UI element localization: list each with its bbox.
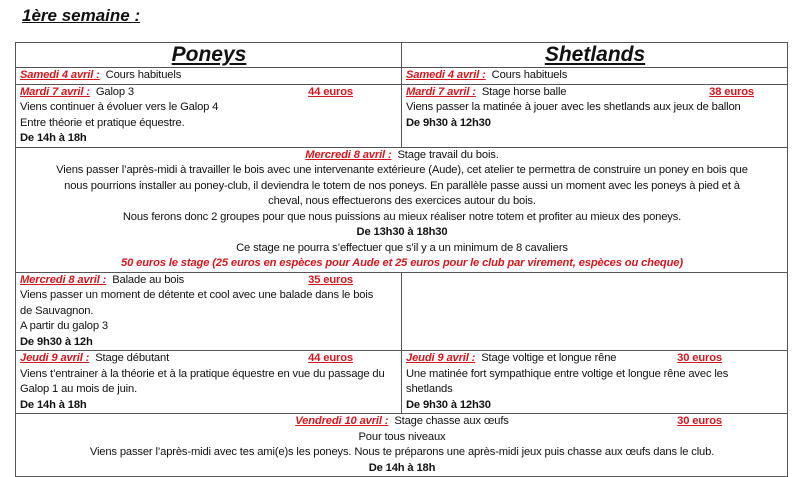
event-description: Une matinée fort sympathique entre voltige et longue rêne avec les shetlands xyxy=(406,367,729,395)
event-description: Viens continuer à évoluer vers le Galop 4 xyxy=(20,101,219,113)
event-level: Pour tous niveaux xyxy=(358,430,446,443)
table-row-vendredi-commun xyxy=(16,414,788,477)
event-description: Viens passer l’après-midi avec tes ami(e)s les poneys. Nous te préparons une après-midi jeux puis chasse aux œufs dans le club. xyxy=(89,446,715,458)
table-row-mercredi-commun xyxy=(16,147,788,272)
cell-samedi-shetlands xyxy=(402,68,788,85)
event-title: Cours habituels xyxy=(105,69,182,81)
cell-mercredi-shetlands-empty xyxy=(402,272,788,351)
event-price: 35 euros xyxy=(308,273,353,286)
event-date: Samedi 4 avril : xyxy=(406,69,486,81)
event-description: Entre théorie et pratique équestre. xyxy=(20,116,185,129)
column-header-poneys xyxy=(16,43,402,68)
cell-samedi-poneys xyxy=(16,68,402,85)
table-row-mardi xyxy=(16,84,788,147)
event-price-note: 50 euros le stage (25 euros en espèces pour Aude et 25 euros pour le club par virement, espèces ou cheque) xyxy=(121,257,683,269)
event-date: Mercredi 8 avril : xyxy=(20,273,107,286)
event-description: Viens passer l’après-midi à travailler le bois avec une intervenante extérieure (Aude), cet atelier te permettra de construire un poney en bois que nous pourrions installer au poney-club, il deviendra le totem de nos poneys. En parallèle passe aussi un moment avec les poneys à pied et à cheval, nous effectuerons des exercices autour du bois. xyxy=(56,164,748,207)
event-hours: De 9h30 à 12h30 xyxy=(406,116,491,129)
event-hours: De 13h30 à 18h30 xyxy=(356,226,448,238)
event-title: Stage voltige et longue rêne xyxy=(481,352,617,364)
event-date: Jeudi 9 avril : xyxy=(406,352,476,364)
cell-mardi-shetlands xyxy=(402,84,788,147)
event-price: 44 euros xyxy=(308,352,353,364)
event-date: Mercredi 8 avril : xyxy=(305,148,392,161)
cell-mercredi-poneys xyxy=(16,272,402,351)
cell-mercredi-commun xyxy=(16,147,788,272)
event-hours: De 14h à 18h xyxy=(20,398,87,411)
cell-mardi-poneys xyxy=(16,84,402,147)
event-condition: Ce stage ne pourra s’effectuer que s'il y a un minimum de 8 cavaliers xyxy=(236,241,568,254)
cell-jeudi-poneys xyxy=(16,351,402,414)
column-title-shetlands: Shetlands xyxy=(544,43,646,66)
cell-vendredi-commun xyxy=(16,414,788,477)
header-row xyxy=(16,43,788,68)
week-title: 1ère semaine : xyxy=(22,6,141,25)
event-title: Stage débutant xyxy=(95,352,170,364)
event-title: Stage chasse aux œufs xyxy=(394,415,509,427)
event-title: Cours habituels xyxy=(491,69,568,81)
event-description: Viens t’entrainer à la théorie et à la pratique équestre en vue du passage du Galop 1 au mois de juin. xyxy=(20,367,385,395)
event-hours: De 9h30 à 12h xyxy=(20,335,93,348)
event-date: Mardi 7 avril : xyxy=(406,85,476,98)
table-row-samedi xyxy=(16,68,788,85)
event-date: Samedi 4 avril : xyxy=(20,69,100,81)
schedule-table xyxy=(15,42,788,477)
event-title: Stage travail du bois. xyxy=(397,148,499,161)
event-description: Viens passer un moment de détente et cool avec une balade dans le bois de Sauvagnon. xyxy=(20,289,374,317)
event-hours: De 14h à 18h xyxy=(368,461,436,474)
cell-jeudi-shetlands xyxy=(402,351,788,414)
table-row-mercredi xyxy=(16,272,788,351)
event-description: Nous ferons donc 2 groupes pour que nous puissions au mieux réaliser notre totem et profiter au mieux des poneys. xyxy=(122,210,682,223)
event-hours: De 14h à 18h xyxy=(20,132,87,144)
event-price: 30 euros xyxy=(677,352,722,364)
event-title: Balade au bois xyxy=(112,273,185,286)
event-description: A partir du galop 3 xyxy=(20,320,108,332)
event-date: Jeudi 9 avril : xyxy=(20,352,90,364)
event-price: 30 euros xyxy=(677,415,722,427)
event-title: Stage horse balle xyxy=(481,85,567,98)
event-price: 38 euros xyxy=(709,85,754,98)
event-description: Viens passer la matinée à jouer avec les shetlands aux jeux de ballon xyxy=(406,101,741,113)
column-title-poneys: Poneys xyxy=(171,43,247,66)
event-date: Mardi 7 avril : xyxy=(20,85,90,98)
event-title: Galop 3 xyxy=(95,85,134,98)
event-hours: De 9h30 à 12h30 xyxy=(406,398,491,411)
column-header-shetlands xyxy=(402,43,788,68)
table-row-jeudi xyxy=(16,351,788,414)
event-date: Vendredi 10 avril : xyxy=(295,415,389,427)
event-price: 44 euros xyxy=(308,85,353,98)
